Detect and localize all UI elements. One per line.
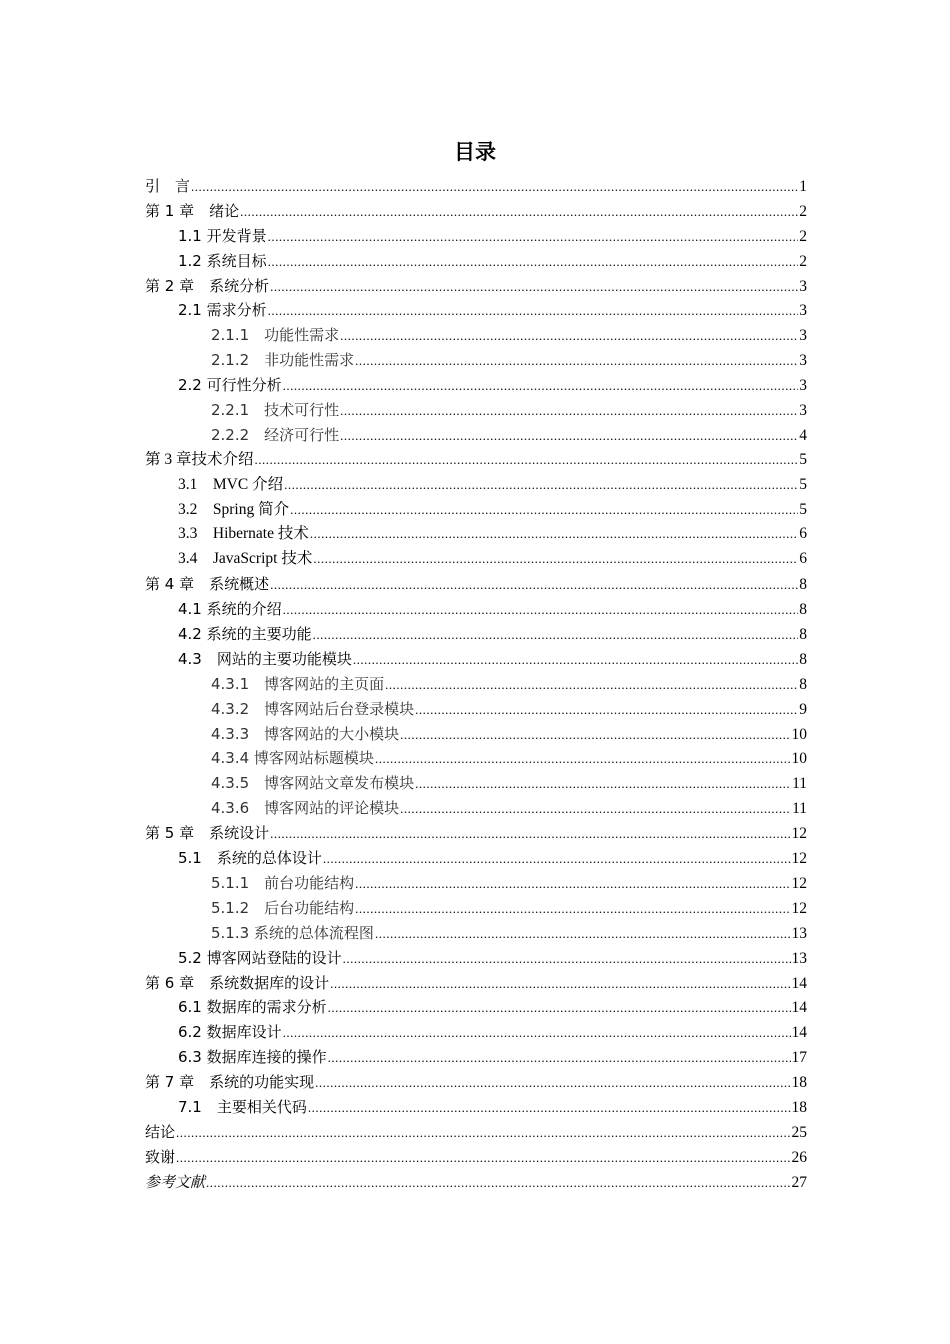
toc-entry[interactable] <box>145 249 807 274</box>
dot-leader <box>176 1146 790 1171</box>
dot-leader <box>268 299 799 324</box>
dot-leader <box>283 374 799 399</box>
toc-entry-label: 2.2.2 经济可行性 <box>211 425 340 444</box>
toc-entry-label: 第 6 章 系统数据库的设计 <box>145 973 330 992</box>
toc-entry[interactable] <box>145 323 807 348</box>
toc-entry[interactable] <box>145 1020 807 1045</box>
toc-page-number: 14 <box>791 1024 807 1042</box>
toc-entry-label: 2.1.1 功能性需求 <box>211 326 340 345</box>
toc-entry-label: 第 5 章 系统设计 <box>145 824 270 843</box>
toc-page-number: 9 <box>799 700 807 718</box>
toc-entry-label: 第 3 章技术介绍 <box>145 450 254 468</box>
toc-entry[interactable] <box>145 1045 807 1070</box>
toc-page-number: 2 <box>799 227 807 245</box>
toc-page-number: 8 <box>799 601 807 619</box>
dot-leader <box>323 847 791 872</box>
dot-leader <box>355 897 790 922</box>
toc-entry-label: 第 7 章 系统的功能实现 <box>145 1073 315 1092</box>
dot-leader <box>328 1046 791 1071</box>
toc-page-number: 11 <box>792 800 807 818</box>
toc-entry[interactable] <box>145 995 807 1020</box>
dot-leader <box>313 547 798 572</box>
toc-entry-label: 4.3.4 博客网站标题模块 <box>211 749 374 768</box>
toc-page-number: 10 <box>791 725 807 743</box>
dot-leader <box>415 772 791 797</box>
dot-leader <box>308 1096 791 1121</box>
toc-entry[interactable] <box>145 547 807 572</box>
toc-entry[interactable] <box>145 572 807 597</box>
toc-entry-label: 2.1.2 非功能性需求 <box>211 351 355 370</box>
toc-entry[interactable] <box>145 846 807 871</box>
toc-page-number: 2 <box>799 202 807 220</box>
dot-leader <box>315 1071 790 1096</box>
toc-page-number: 11 <box>792 775 807 793</box>
toc-entry[interactable] <box>145 722 807 747</box>
toc-entry[interactable] <box>145 274 807 299</box>
dot-leader <box>270 275 798 300</box>
toc-entry-label: 4.2 系统的主要功能 <box>178 625 312 644</box>
toc-entry[interactable] <box>145 1095 807 1120</box>
toc-page-number: 3 <box>799 302 807 320</box>
dot-leader <box>283 598 799 623</box>
toc-page-number: 5 <box>799 450 807 468</box>
dot-leader <box>206 1171 790 1196</box>
dot-leader <box>283 1021 791 1046</box>
toc-entry-label: 4.3.6 博客网站的评论模块 <box>211 799 400 818</box>
toc-entry-label: 1.1 开发背景 <box>178 226 267 245</box>
toc-entry[interactable] <box>145 224 807 249</box>
toc-entry[interactable] <box>145 896 807 921</box>
toc-page-number: 18 <box>791 1074 807 1092</box>
toc-entry-label: 2.2 可行性分析 <box>178 376 282 395</box>
toc-page-number: 8 <box>799 675 807 693</box>
toc-entry-label: 致谢 <box>145 1147 176 1166</box>
toc-page-number: 12 <box>791 874 807 892</box>
toc-entry-label: 5.2 博客网站登陆的设计 <box>178 948 342 967</box>
toc-page-number: 8 <box>799 650 807 668</box>
dot-leader <box>340 324 798 349</box>
toc-entry-label: 3.2 Spring 简介 <box>178 500 290 518</box>
toc-entry-label: 2.1 需求分析 <box>178 301 267 320</box>
dot-leader <box>268 250 799 275</box>
toc-entry[interactable] <box>145 697 807 722</box>
toc-page-number: 5 <box>799 500 807 518</box>
toc-page-number: 4 <box>799 426 807 444</box>
toc-entry[interactable] <box>145 647 807 672</box>
toc-entry-label: 4.3.3 博客网站的大小模块 <box>211 724 400 743</box>
dot-leader <box>310 522 798 547</box>
toc-page-number: 27 <box>791 1173 807 1191</box>
toc-entry[interactable] <box>145 771 807 796</box>
toc-entry[interactable] <box>145 921 807 946</box>
toc-entry[interactable] <box>145 174 807 199</box>
toc-entry[interactable] <box>145 373 807 398</box>
dot-leader <box>355 349 798 374</box>
toc-page-number: 3 <box>799 377 807 395</box>
dot-leader <box>330 972 790 997</box>
toc-entry-label: 第 4 章 系统概述 <box>145 575 270 594</box>
toc-page-number: 26 <box>791 1148 807 1166</box>
dot-leader <box>191 175 798 200</box>
toc-entry-label: 第 2 章 系统分析 <box>145 276 270 295</box>
toc-entry-label: 结论 <box>145 1122 176 1141</box>
toc-page-number: 5 <box>799 475 807 493</box>
toc-entry-label: 4.1 系统的介绍 <box>178 600 282 619</box>
toc-entry[interactable] <box>145 498 807 523</box>
dot-leader <box>385 673 798 698</box>
dot-leader <box>353 648 798 673</box>
toc-entry-label: 4.3.5 博客网站文章发布模块 <box>211 774 415 793</box>
toc-page-number: 8 <box>799 576 807 594</box>
toc-page-number: 3 <box>799 277 807 295</box>
toc-entry[interactable] <box>145 1170 807 1195</box>
dot-leader <box>375 922 791 947</box>
toc-entry-label: 5.1.1 前台功能结构 <box>211 873 355 892</box>
dot-leader <box>313 623 799 648</box>
toc-entry-label: 6.2 数据库设计 <box>178 1023 282 1042</box>
toc-page-number: 12 <box>791 850 807 868</box>
toc-entry-label: 5.1 系统的总体设计 <box>178 849 322 868</box>
toc-entry[interactable] <box>145 796 807 821</box>
toc-entry[interactable] <box>145 1070 807 1095</box>
toc-entry[interactable] <box>145 622 807 647</box>
dot-leader <box>343 947 791 972</box>
toc-page-number: 13 <box>791 924 807 942</box>
toc-entry[interactable] <box>145 946 807 971</box>
toc-page-number: 12 <box>791 825 807 843</box>
toc-entry[interactable] <box>145 672 807 697</box>
toc-entry-label: 第 1 章 绪论 <box>145 201 240 220</box>
toc-entry[interactable] <box>145 298 807 323</box>
toc-page-number: 2 <box>799 252 807 270</box>
dot-leader <box>400 797 791 822</box>
toc-entry[interactable] <box>145 821 807 846</box>
table-of-contents <box>145 174 807 1195</box>
toc-entry[interactable] <box>145 746 807 771</box>
toc-entry-label: 2.2.1 技术可行性 <box>211 401 340 420</box>
toc-page-number: 6 <box>799 550 807 568</box>
dot-leader <box>355 872 790 897</box>
toc-entry-label: 5.1.3 系统的总体流程图 <box>211 923 374 942</box>
toc-page-number: 14 <box>791 974 807 992</box>
toc-page-number: 14 <box>791 999 807 1017</box>
toc-page-number: 1 <box>799 178 807 195</box>
dot-leader <box>284 473 798 498</box>
toc-entry-label: 3.1 MVC 介绍 <box>178 475 284 493</box>
toc-title: 目录 <box>454 140 496 164</box>
toc-page-number: 13 <box>791 949 807 967</box>
toc-entry[interactable] <box>145 971 807 996</box>
toc-entry-label: 1.2 系统目标 <box>178 251 267 270</box>
dot-leader <box>328 996 791 1021</box>
toc-page-number: 18 <box>791 1098 807 1116</box>
dot-leader <box>415 698 798 723</box>
dot-leader <box>240 200 798 225</box>
toc-entry[interactable] <box>145 199 807 224</box>
toc-entry-label: 引 言 <box>145 177 191 195</box>
toc-entry[interactable] <box>145 871 807 896</box>
toc-entry-label: 3.4 JavaScript 技术 <box>178 550 313 568</box>
toc-entry-label: 4.3 网站的主要功能模块 <box>178 649 352 668</box>
toc-entry[interactable] <box>145 448 807 473</box>
toc-entry-label: 参考文献 <box>145 1172 206 1191</box>
toc-entry[interactable] <box>145 597 807 622</box>
toc-entry[interactable] <box>145 1145 807 1170</box>
dot-leader <box>255 448 799 473</box>
dot-leader <box>400 723 790 748</box>
dot-leader <box>375 747 791 772</box>
toc-entry[interactable] <box>145 473 807 498</box>
toc-entry-label: 6.3 数据库连接的操作 <box>178 1048 327 1067</box>
toc-page-number: 8 <box>799 626 807 644</box>
toc-page-number: 17 <box>791 1049 807 1067</box>
toc-page-number: 25 <box>791 1123 807 1141</box>
toc-entry-label: 6.1 数据库的需求分析 <box>178 998 327 1017</box>
dot-leader <box>176 1121 790 1146</box>
toc-entry[interactable] <box>145 398 807 423</box>
dot-leader <box>270 822 790 847</box>
toc-entry[interactable] <box>145 1120 807 1145</box>
dot-leader <box>270 573 798 598</box>
toc-page-number: 3 <box>799 402 807 420</box>
toc-page-number: 3 <box>799 352 807 370</box>
dot-leader <box>340 399 798 424</box>
dot-leader <box>268 225 799 250</box>
toc-page-number: 3 <box>799 327 807 345</box>
toc-entry-label: 7.1 主要相关代码 <box>178 1097 307 1116</box>
toc-entry[interactable] <box>145 348 807 373</box>
toc-page-number: 6 <box>799 525 807 543</box>
toc-entry-label: 4.3.2 博客网站后台登录模块 <box>211 699 415 718</box>
toc-entry-label: 4.3.1 博客网站的主页面 <box>211 674 385 693</box>
dot-leader <box>340 424 798 449</box>
toc-page-number: 10 <box>791 750 807 768</box>
toc-entry[interactable] <box>145 522 807 547</box>
toc-entry[interactable] <box>145 423 807 448</box>
toc-page-number: 12 <box>791 899 807 917</box>
toc-entry-label: 5.1.2 后台功能结构 <box>211 898 355 917</box>
dot-leader <box>290 498 798 523</box>
toc-entry-label: 3.3 Hibernate 技术 <box>178 525 309 543</box>
